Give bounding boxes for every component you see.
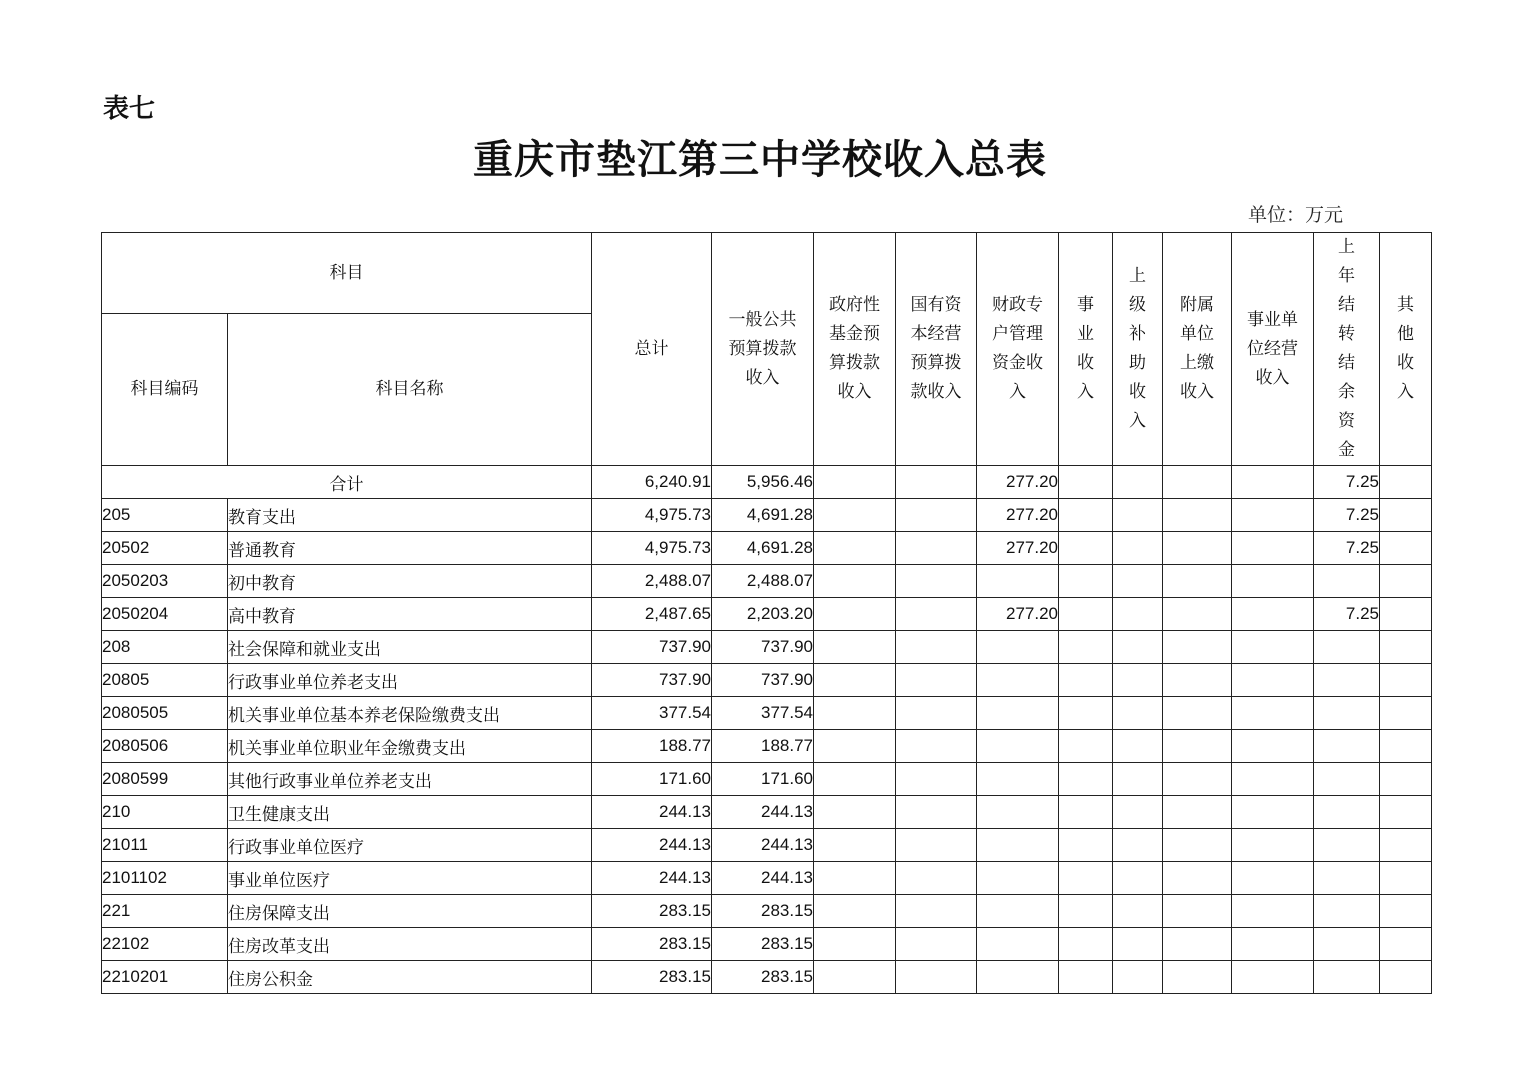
table-row xyxy=(102,862,1432,895)
table-row xyxy=(102,961,1432,994)
row-carryover: 7.25 xyxy=(1314,598,1380,631)
row-code: 20805 xyxy=(102,664,228,697)
header-fiscal-account: 财政专户管理资金收入 xyxy=(977,233,1059,466)
row-general: 283.15 xyxy=(712,895,814,928)
row-total: 171.60 xyxy=(592,763,712,796)
table-row xyxy=(102,532,1432,565)
row-code: 20502 xyxy=(102,532,228,565)
header-subject-code: 科目编码 xyxy=(102,314,228,466)
row-name: 机关事业单位基本养老保险缴费支出 xyxy=(228,697,592,730)
row-general: 2,488.07 xyxy=(712,565,814,598)
total-row-fiscal: 277.20 xyxy=(977,466,1059,499)
row-fiscal xyxy=(977,565,1059,598)
row-fiscal: 277.20 xyxy=(977,532,1059,565)
row-carryover xyxy=(1314,631,1380,664)
row-fiscal xyxy=(977,928,1059,961)
row-general: 737.90 xyxy=(712,664,814,697)
row-code: 2080506 xyxy=(102,730,228,763)
row-carryover xyxy=(1314,829,1380,862)
total-row-carryover: 7.25 xyxy=(1314,466,1380,499)
row-name: 社会保障和就业支出 xyxy=(228,631,592,664)
row-code: 2080505 xyxy=(102,697,228,730)
row-carryover xyxy=(1314,796,1380,829)
row-total: 188.77 xyxy=(592,730,712,763)
row-fiscal xyxy=(977,961,1059,994)
table-row xyxy=(102,598,1432,631)
row-total: 244.13 xyxy=(592,862,712,895)
row-general: 283.15 xyxy=(712,961,814,994)
row-general: 244.13 xyxy=(712,796,814,829)
total-row-total: 6,240.91 xyxy=(592,466,712,499)
row-general: 4,691.28 xyxy=(712,499,814,532)
row-name: 卫生健康支出 xyxy=(228,796,592,829)
table-row xyxy=(102,829,1432,862)
header-general-budget: 一般公共预算拨款收入 xyxy=(712,233,814,466)
header-other-income: 其他收入 xyxy=(1380,233,1432,466)
row-carryover xyxy=(1314,697,1380,730)
row-total: 283.15 xyxy=(592,961,712,994)
row-name: 行政事业单位养老支出 xyxy=(228,664,592,697)
table-row xyxy=(102,499,1432,532)
header-affiliated-remit: 附属单位上缴收入 xyxy=(1163,233,1232,466)
row-carryover xyxy=(1314,730,1380,763)
row-fiscal xyxy=(977,829,1059,862)
row-total: 737.90 xyxy=(592,631,712,664)
row-fiscal xyxy=(977,730,1059,763)
row-fiscal xyxy=(977,895,1059,928)
row-general: 283.15 xyxy=(712,928,814,961)
row-carryover xyxy=(1314,862,1380,895)
total-row xyxy=(102,466,1432,499)
header-subject: 科目 xyxy=(102,233,592,314)
row-code: 208 xyxy=(102,631,228,664)
row-code: 221 xyxy=(102,895,228,928)
table-row xyxy=(102,664,1432,697)
header-carryover: 上年结转结余资金 xyxy=(1314,233,1380,466)
row-carryover xyxy=(1314,928,1380,961)
unit-label: 单位：万元 xyxy=(1248,204,1344,226)
table-row xyxy=(102,697,1432,730)
row-code: 2080599 xyxy=(102,763,228,796)
row-total: 4,975.73 xyxy=(592,532,712,565)
row-total: 244.13 xyxy=(592,829,712,862)
row-fiscal: 277.20 xyxy=(977,598,1059,631)
row-name: 住房公积金 xyxy=(228,961,592,994)
row-code: 205 xyxy=(102,499,228,532)
header-superior-subsidy: 上级补助收入 xyxy=(1113,233,1163,466)
row-general: 4,691.28 xyxy=(712,532,814,565)
row-fiscal: 277.20 xyxy=(977,499,1059,532)
row-carryover: 7.25 xyxy=(1314,499,1380,532)
row-carryover xyxy=(1314,763,1380,796)
row-name: 高中教育 xyxy=(228,598,592,631)
row-name: 住房改革支出 xyxy=(228,928,592,961)
row-code: 2210201 xyxy=(102,961,228,994)
row-total: 737.90 xyxy=(592,664,712,697)
row-general: 244.13 xyxy=(712,862,814,895)
table-row xyxy=(102,763,1432,796)
income-summary-table xyxy=(101,232,1432,994)
table-row xyxy=(102,730,1432,763)
header-gov-fund: 政府性基金预算拨款收入 xyxy=(814,233,896,466)
header-operating-income: 事业单位经营收入 xyxy=(1232,233,1314,466)
row-general: 244.13 xyxy=(712,829,814,862)
row-general: 188.77 xyxy=(712,730,814,763)
table-row xyxy=(102,565,1432,598)
header-total: 总计 xyxy=(592,233,712,466)
row-name: 事业单位医疗 xyxy=(228,862,592,895)
row-fiscal xyxy=(977,763,1059,796)
total-row-general: 5,956.46 xyxy=(712,466,814,499)
row-fiscal xyxy=(977,697,1059,730)
row-fiscal xyxy=(977,862,1059,895)
row-total: 2,487.65 xyxy=(592,598,712,631)
total-row-label: 合计 xyxy=(102,466,592,499)
table-number-label: 表七 xyxy=(103,94,156,124)
row-total: 283.15 xyxy=(592,928,712,961)
row-code: 21011 xyxy=(102,829,228,862)
row-name: 普通教育 xyxy=(228,532,592,565)
row-carryover xyxy=(1314,961,1380,994)
table-row xyxy=(102,631,1432,664)
table-row xyxy=(102,928,1432,961)
row-general: 737.90 xyxy=(712,631,814,664)
row-name: 教育支出 xyxy=(228,499,592,532)
row-name: 初中教育 xyxy=(228,565,592,598)
row-name: 机关事业单位职业年金缴费支出 xyxy=(228,730,592,763)
row-carryover xyxy=(1314,565,1380,598)
row-fiscal xyxy=(977,631,1059,664)
row-carryover: 7.25 xyxy=(1314,532,1380,565)
row-carryover xyxy=(1314,895,1380,928)
header-business-income: 事业收入 xyxy=(1059,233,1113,466)
row-fiscal xyxy=(977,796,1059,829)
row-code: 2050204 xyxy=(102,598,228,631)
row-total: 4,975.73 xyxy=(592,499,712,532)
row-total: 283.15 xyxy=(592,895,712,928)
row-code: 22102 xyxy=(102,928,228,961)
row-fiscal xyxy=(977,664,1059,697)
row-code: 210 xyxy=(102,796,228,829)
page-title: 重庆市垫江第三中学校收入总表 xyxy=(473,136,1047,183)
row-total: 377.54 xyxy=(592,697,712,730)
row-code: 2101102 xyxy=(102,862,228,895)
row-total: 2,488.07 xyxy=(592,565,712,598)
row-name: 其他行政事业单位养老支出 xyxy=(228,763,592,796)
row-carryover xyxy=(1314,664,1380,697)
table-row xyxy=(102,796,1432,829)
row-name: 住房保障支出 xyxy=(228,895,592,928)
header-state-capital: 国有资本经营预算拨款收入 xyxy=(896,233,977,466)
table-row xyxy=(102,895,1432,928)
header-subject-name: 科目名称 xyxy=(228,314,592,466)
row-general: 171.60 xyxy=(712,763,814,796)
row-general: 377.54 xyxy=(712,697,814,730)
row-general: 2,203.20 xyxy=(712,598,814,631)
row-total: 244.13 xyxy=(592,796,712,829)
row-code: 2050203 xyxy=(102,565,228,598)
row-name: 行政事业单位医疗 xyxy=(228,829,592,862)
